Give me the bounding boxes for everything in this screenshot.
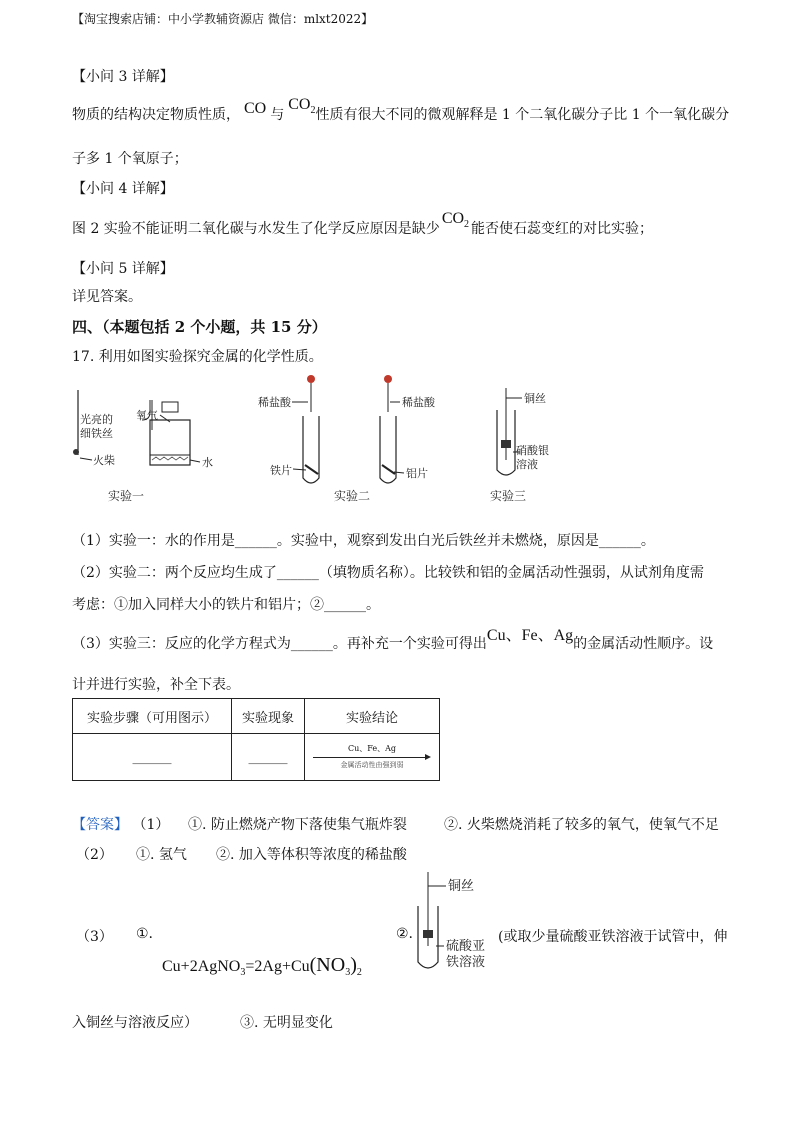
- p3-post: 的金属活动性顺序。设: [573, 636, 714, 652]
- e1-water-label: 水: [202, 456, 213, 469]
- arrow-top-label: Cu、Fe、Ag: [347, 744, 397, 753]
- chemical-equation: $Cu+2AgNO_3=2Ag+Cu(NO_3)_2$: [162, 954, 362, 979]
- q17-part2-line2: 考虑：①加入同样大小的铁片和铝片；②______。: [72, 597, 380, 613]
- e1-caption: 实验一: [108, 489, 145, 503]
- e2-iron-label: 铁片: [270, 464, 292, 477]
- e3-caption: 实验三: [490, 489, 527, 503]
- p3-pre: （3）实验三：反应的化学方程式为______。再补充一个实验可得出: [72, 636, 487, 652]
- metals-list: Cu、Fe、Ag: [486, 627, 574, 644]
- answer-2-part2: ②. 加入等体积等浓度的稀盐酸: [216, 847, 407, 863]
- e2-acid-left-label: 稀盐酸: [258, 396, 291, 409]
- q17-stem: 17. 利用如图实验探究金属的化学性质。: [72, 349, 323, 365]
- q17-part2-line1: （2）实验二：两个反应均生成了______（填物质名称）。比较铁和铝的金属活动性强弱，从试剂角度需: [72, 565, 704, 581]
- answer-3-part2: ②.: [396, 926, 414, 942]
- answer-copper-label: 铜丝: [448, 879, 475, 894]
- co2-formula-2: $CO_2$: [441, 210, 470, 231]
- q3-text-post: 性质有很大不同的微观解释是 1 个二氧化碳分子比 1 个一氧化碳分: [315, 107, 730, 123]
- q5-text: 详见答案。: [72, 289, 142, 305]
- e2-acid-right-label: 稀盐酸: [402, 396, 435, 409]
- table-cell-steps: ______: [73, 734, 232, 781]
- table-header-conclusion: 实验结论: [305, 699, 440, 734]
- answer-3-number: （3）: [76, 929, 113, 945]
- q17-part3-line2: 计并进行实验，补全下表。: [72, 677, 240, 693]
- answer-3-alternative: (或取少量硫酸亚铁溶液于试管中，伸: [498, 929, 728, 945]
- q4-text-post: 能否使石蕊变红的对比实验；: [471, 221, 654, 237]
- e1-match-label: 火柴: [93, 454, 115, 467]
- q3-heading: 【小问 3 详解】: [72, 69, 174, 85]
- q4-text-pre: 图 2 实验不能证明二氧化碳与水发生了化学反应原因是缺少: [72, 221, 440, 237]
- e3-solution-label-2: 溶液: [516, 458, 538, 471]
- e1-oxygen-label: 氧气: [136, 409, 158, 422]
- q3-line2: 子多 1 个氧原子；: [72, 151, 188, 167]
- answer-solution-label-2: 铁溶液: [446, 955, 486, 970]
- co2-formula: $CO_2$: [288, 96, 316, 117]
- table-header-phenomenon: 实验现象: [232, 699, 305, 734]
- e1-wire-label-2: 细铁丝: [80, 427, 113, 440]
- answer-2-number: （2）: [76, 847, 113, 863]
- answer-3-part3: ③. 无明显变化: [240, 1015, 333, 1031]
- answer-1-number: （1）: [132, 817, 170, 833]
- shop-header: 【淘宝搜索店铺：中小学教辅资源店 微信：mlxt2022】: [72, 12, 374, 26]
- answer-tag: 【答案】: [72, 817, 128, 833]
- section-title: 四、（本题包括 2 个小题，共 15 分）: [72, 318, 327, 336]
- q5-heading: 【小问 5 详解】: [72, 261, 174, 277]
- answer-1-part2: ②. 火柴燃烧消耗了较多的氧气，使氧气不足: [444, 817, 719, 833]
- answer-solution-label-1: 硫酸亚: [446, 939, 486, 954]
- answer-3-part1: ①.: [136, 926, 154, 942]
- arrow-bottom-label: 金属活动性由强到弱: [340, 761, 404, 769]
- q3-yu: 与: [270, 107, 285, 123]
- answer-1-part1: ①. 防止燃烧产物下落使集气瓶炸裂: [188, 817, 407, 833]
- answer-3-continuation: 入铜丝与溶液反应）: [72, 1015, 198, 1031]
- e3-solution-label-1: 硝酸银: [516, 444, 549, 457]
- co-formula: CO: [244, 100, 267, 117]
- e3-copper-label: 铜丝: [524, 392, 546, 405]
- q4-heading: 【小问 4 详解】: [72, 181, 174, 197]
- table-header-steps: 实验步骤（可用图示）: [73, 699, 232, 734]
- answer-2-part1: ①. 氢气: [136, 847, 187, 863]
- q17-part1: （1）实验一：水的作用是______。实验中，观察到发出白光后铁丝并未燃烧，原因是______。: [72, 533, 655, 549]
- q3-text-pre: 物质的结构决定物质性质，: [72, 107, 240, 123]
- e2-caption: 实验二: [334, 489, 371, 503]
- e1-wire-label: 光亮的: [80, 413, 113, 426]
- e2-aluminum-label: 铝片: [406, 467, 428, 480]
- table-cell-phenomenon: ______: [232, 734, 305, 781]
